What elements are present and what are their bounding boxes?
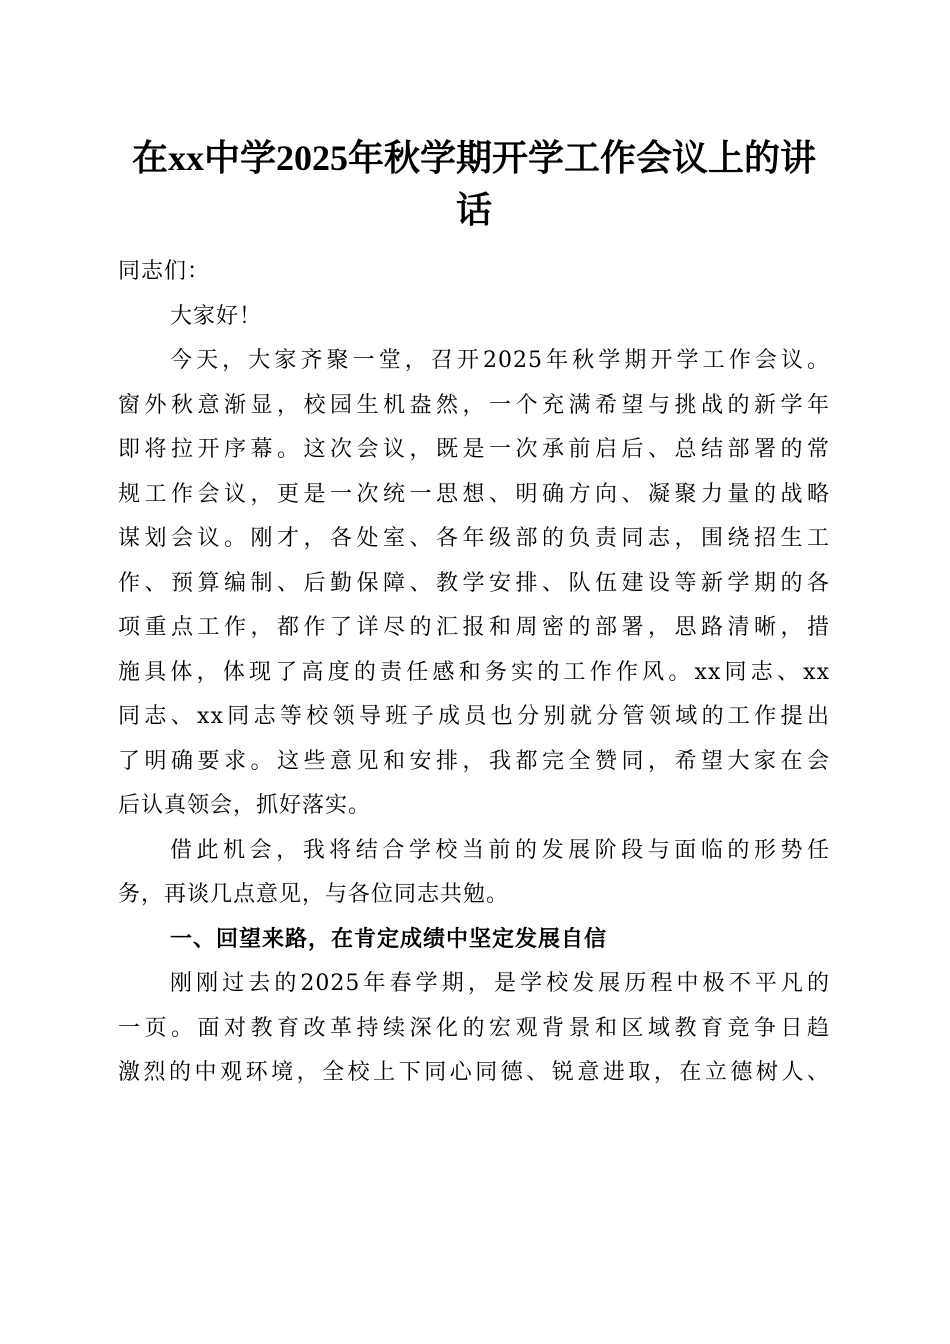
section-heading: 一、回望来路，在肯定成绩中坚定发展自信 [170, 926, 608, 952]
paragraph-line: 了明确要求。这些意见和安排，我都完全赞同，希望大家在会 [118, 748, 830, 774]
paragraph-line: 项重点工作，都作了详尽的汇报和周密的部署，思路清晰，措 [118, 615, 830, 640]
title-line: 在xx中学2025年秋学期开学工作会议上的讲 [131, 138, 816, 178]
document-title [118, 132, 830, 236]
document-body [118, 250, 830, 1096]
paragraph-line: 一页。面对教育改革持续深化的宏观背景和区域教育竞争日趋 [118, 1015, 830, 1041]
title-line: 话 [455, 190, 492, 230]
paragraph-section-one [118, 962, 830, 1096]
greeting: 大家好！ [170, 303, 263, 329]
paragraph-line: 作、预算编制、后勤保障、教学安排、队伍建设等新学期的各 [118, 570, 830, 596]
paragraph-transition [118, 829, 830, 918]
paragraph-opening [118, 339, 830, 829]
paragraph-line: 即将拉开序幕。这次会议，既是一次承前启后、总结部署的常 [118, 437, 830, 462]
salutation: 同志们： [118, 259, 211, 284]
paragraph-line: 借此机会，我将结合学校当前的发展阶段与面临的形势任 [170, 837, 830, 863]
paragraph-line: 谋划会议。刚才，各处室、各年级部的负责同志，围绕招生工 [118, 526, 830, 551]
paragraph-line: 务，再谈几点意见，与各位同志共勉。 [118, 882, 510, 907]
paragraph-line: 激烈的中观环境，全校上下同心同德、锐意进取，在立德树人、 [118, 1060, 830, 1085]
paragraph-line: 规工作会议，更是一次统一思想、明确方向、凝聚力量的战略 [118, 481, 830, 507]
paragraph-line: 今天，大家齐聚一堂，召开2025年秋学期开学工作会议。 [170, 348, 830, 373]
paragraph-line: 同志、xx同志等校领导班子成员也分别就分管领域的工作提出 [118, 704, 830, 729]
paragraph-line: 窗外秋意渐显，校园生机盎然，一个充满希望与挑战的新学年 [118, 392, 830, 418]
paragraph-line: 施具体，体现了高度的责任感和务实的工作作风。xx同志、xx [118, 659, 830, 685]
paragraph-line: 刚刚过去的2025年春学期，是学校发展历程中极不平凡的 [170, 971, 830, 996]
paragraph-line: 后认真领会，抓好落实。 [118, 793, 372, 818]
